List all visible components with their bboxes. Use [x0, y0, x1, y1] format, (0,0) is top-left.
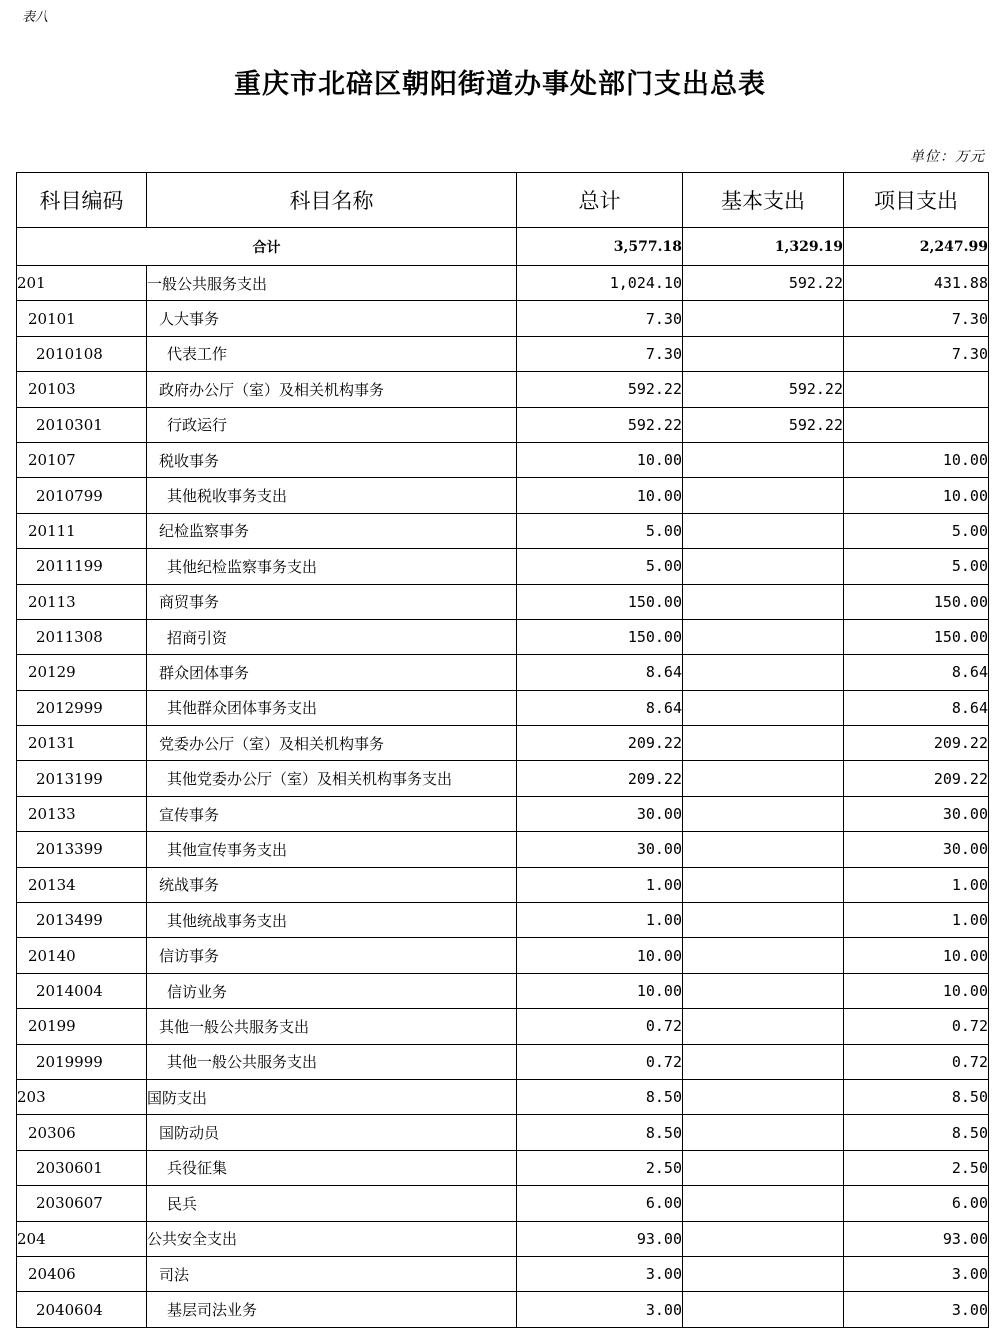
cell-project: 150.00: [844, 619, 989, 654]
unit-label: 单位：万元: [910, 149, 985, 165]
cell-basic: 592.22: [683, 407, 844, 442]
cell-code: 2011308: [17, 619, 147, 654]
cell-project: 6.00: [844, 1186, 989, 1221]
cell-code: 20103: [17, 372, 147, 407]
cell-code: 2011199: [17, 549, 147, 584]
cell-name: 宣传事务: [147, 796, 517, 831]
cell-project: [844, 372, 989, 407]
table-row: [17, 584, 989, 619]
cell-code: 2013499: [17, 903, 147, 938]
table-row: [17, 442, 989, 477]
table-row: [17, 867, 989, 902]
cell-basic: [683, 1115, 844, 1150]
cell-code: 20306: [17, 1115, 147, 1150]
cell-basic: [683, 584, 844, 619]
cell-name: 统战事务: [147, 867, 517, 902]
cell-basic: [683, 938, 844, 973]
cell-basic: [683, 1079, 844, 1114]
cell-project: 5.00: [844, 549, 989, 584]
cell-basic: [683, 690, 844, 725]
cell-basic: [683, 478, 844, 513]
cell-project: 5.00: [844, 513, 989, 548]
table-row: [17, 690, 989, 725]
cell-project: 0.72: [844, 1009, 989, 1044]
cell-code: 2014004: [17, 973, 147, 1008]
cell-basic: [683, 1150, 844, 1185]
total-basic: 1,329.19: [683, 228, 844, 266]
cell-total: 10.00: [517, 442, 683, 477]
cell-project: [844, 407, 989, 442]
cell-total: 150.00: [517, 584, 683, 619]
cell-total: 8.64: [517, 690, 683, 725]
cell-total: 0.72: [517, 1009, 683, 1044]
cell-code: 20133: [17, 796, 147, 831]
table-row: [17, 478, 989, 513]
cell-total: 150.00: [517, 619, 683, 654]
cell-project: 1.00: [844, 867, 989, 902]
cell-project: 431.88: [844, 266, 989, 301]
cell-total: 8.64: [517, 655, 683, 690]
cell-project: 8.64: [844, 655, 989, 690]
table-row: [17, 266, 989, 301]
cell-total: 3.00: [517, 1256, 683, 1291]
cell-code: 20101: [17, 301, 147, 336]
cell-code: 2019999: [17, 1044, 147, 1079]
cell-name: 纪检监察事务: [147, 513, 517, 548]
cell-basic: [683, 1009, 844, 1044]
cell-basic: [683, 1256, 844, 1291]
cell-code: 201: [17, 266, 147, 301]
cell-total: 209.22: [517, 726, 683, 761]
cell-name: 其他纪检监察事务支出: [147, 549, 517, 584]
cell-project: 8.50: [844, 1079, 989, 1114]
cell-name: 党委办公厅（室）及相关机构事务: [147, 726, 517, 761]
cell-name: 行政运行: [147, 407, 517, 442]
table-row: [17, 1221, 989, 1256]
cell-total: 8.50: [517, 1079, 683, 1114]
table-row: [17, 1115, 989, 1150]
cell-name: 群众团体事务: [147, 655, 517, 690]
cell-project: 209.22: [844, 761, 989, 796]
cell-name: 其他群众团体事务支出: [147, 690, 517, 725]
cell-name: 其他一般公共服务支出: [147, 1044, 517, 1079]
cell-project: 10.00: [844, 478, 989, 513]
cell-name: 民兵: [147, 1186, 517, 1221]
table-row: [17, 973, 989, 1008]
cell-code: 203: [17, 1079, 147, 1114]
cell-code: 2030607: [17, 1186, 147, 1221]
cell-project: 10.00: [844, 442, 989, 477]
cell-total: 209.22: [517, 761, 683, 796]
cell-total: 1,024.10: [517, 266, 683, 301]
cell-code: 20131: [17, 726, 147, 761]
cell-name: 其他一般公共服务支出: [147, 1009, 517, 1044]
cell-name: 司法: [147, 1256, 517, 1291]
cell-basic: [683, 513, 844, 548]
cell-basic: [683, 1186, 844, 1221]
cell-total: 592.22: [517, 372, 683, 407]
column-header-total: 总计: [517, 173, 683, 228]
cell-basic: [683, 1292, 844, 1327]
cell-basic: [683, 1044, 844, 1079]
cell-total: 5.00: [517, 513, 683, 548]
table-row: [17, 938, 989, 973]
cell-basic: [683, 336, 844, 371]
cell-name: 税收事务: [147, 442, 517, 477]
cell-project: 3.00: [844, 1256, 989, 1291]
cell-code: 20107: [17, 442, 147, 477]
table-row: [17, 726, 989, 761]
cell-code: 20406: [17, 1256, 147, 1291]
cell-total: 592.22: [517, 407, 683, 442]
cell-name: 公共安全支出: [147, 1221, 517, 1256]
cell-basic: [683, 973, 844, 1008]
cell-basic: [683, 761, 844, 796]
cell-name: 政府办公厅（室）及相关机构事务: [147, 372, 517, 407]
cell-project: 0.72: [844, 1044, 989, 1079]
cell-name: 商贸事务: [147, 584, 517, 619]
cell-code: 2010108: [17, 336, 147, 371]
table-row: [17, 761, 989, 796]
table-row: [17, 1044, 989, 1079]
cell-code: 2030601: [17, 1150, 147, 1185]
cell-name: 其他党委办公厅（室）及相关机构事务支出: [147, 761, 517, 796]
cell-total: 7.30: [517, 301, 683, 336]
cell-name: 其他税收事务支出: [147, 478, 517, 513]
cell-project: 3.00: [844, 1292, 989, 1327]
table-row: [17, 336, 989, 371]
cell-total: 6.00: [517, 1186, 683, 1221]
cell-name: 招商引资: [147, 619, 517, 654]
cell-total: 93.00: [517, 1221, 683, 1256]
cell-basic: 592.22: [683, 266, 844, 301]
table-row: [17, 301, 989, 336]
table-row: [17, 513, 989, 548]
cell-name: 信访业务: [147, 973, 517, 1008]
cell-total: 30.00: [517, 832, 683, 867]
table-number: 表八: [22, 10, 49, 25]
cell-name: 人大事务: [147, 301, 517, 336]
cell-project: 30.00: [844, 832, 989, 867]
table-row: [17, 832, 989, 867]
cell-basic: [683, 655, 844, 690]
total-sum: 3,577.18: [517, 228, 683, 266]
cell-code: 2013399: [17, 832, 147, 867]
cell-total: 7.30: [517, 336, 683, 371]
cell-total: 5.00: [517, 549, 683, 584]
table-row: [17, 1150, 989, 1185]
cell-code: 20134: [17, 867, 147, 902]
cell-project: 8.64: [844, 690, 989, 725]
cell-code: 20140: [17, 938, 147, 973]
cell-code: 2010799: [17, 478, 147, 513]
table-row: [17, 1079, 989, 1114]
table-row: [17, 619, 989, 654]
expenditure-table: [16, 172, 989, 1328]
cell-name: 信访事务: [147, 938, 517, 973]
table-row: [17, 1256, 989, 1291]
cell-name: 兵役征集: [147, 1150, 517, 1185]
table-row: [17, 407, 989, 442]
cell-code: 2012999: [17, 690, 147, 725]
cell-project: 10.00: [844, 938, 989, 973]
cell-name: 一般公共服务支出: [147, 266, 517, 301]
total-row: [17, 228, 989, 266]
cell-project: 1.00: [844, 903, 989, 938]
cell-basic: [683, 619, 844, 654]
table-row: [17, 655, 989, 690]
cell-total: 2.50: [517, 1150, 683, 1185]
cell-total: 1.00: [517, 903, 683, 938]
cell-basic: [683, 549, 844, 584]
cell-basic: [683, 442, 844, 477]
page-title: 重庆市北碚区朝阳街道办事处部门支出总表: [234, 69, 766, 100]
table-row: [17, 1009, 989, 1044]
cell-total: 1.00: [517, 867, 683, 902]
cell-code: 20111: [17, 513, 147, 548]
cell-code: 2010301: [17, 407, 147, 442]
table-row: [17, 549, 989, 584]
cell-project: 10.00: [844, 973, 989, 1008]
cell-code: 204: [17, 1221, 147, 1256]
cell-basic: [683, 832, 844, 867]
column-header-name: 科目名称: [147, 173, 517, 228]
cell-basic: [683, 726, 844, 761]
total-project: 2,247.99: [844, 228, 989, 266]
cell-project: 93.00: [844, 1221, 989, 1256]
cell-basic: 592.22: [683, 372, 844, 407]
cell-name: 基层司法业务: [147, 1292, 517, 1327]
table-row: [17, 1186, 989, 1221]
cell-total: 8.50: [517, 1115, 683, 1150]
table-row: [17, 1292, 989, 1327]
cell-code: 20129: [17, 655, 147, 690]
table-row: [17, 903, 989, 938]
cell-name: 国防支出: [147, 1079, 517, 1114]
cell-total: 10.00: [517, 478, 683, 513]
cell-project: 8.50: [844, 1115, 989, 1150]
cell-total: 30.00: [517, 796, 683, 831]
cell-project: 150.00: [844, 584, 989, 619]
cell-name: 其他统战事务支出: [147, 903, 517, 938]
cell-total: 10.00: [517, 973, 683, 1008]
cell-name: 代表工作: [147, 336, 517, 371]
cell-basic: [683, 903, 844, 938]
column-header-project: 项目支出: [844, 173, 989, 228]
cell-code: 2013199: [17, 761, 147, 796]
cell-code: 20113: [17, 584, 147, 619]
cell-basic: [683, 796, 844, 831]
column-header-basic: 基本支出: [683, 173, 844, 228]
header-row: [17, 173, 989, 228]
cell-code: 20199: [17, 1009, 147, 1044]
cell-name: 国防动员: [147, 1115, 517, 1150]
cell-project: 7.30: [844, 336, 989, 371]
cell-basic: [683, 301, 844, 336]
table-row: [17, 372, 989, 407]
cell-project: 2.50: [844, 1150, 989, 1185]
table-row: [17, 796, 989, 831]
cell-total: 3.00: [517, 1292, 683, 1327]
column-header-code: 科目编码: [17, 173, 147, 228]
cell-basic: [683, 1221, 844, 1256]
cell-basic: [683, 867, 844, 902]
cell-code: 2040604: [17, 1292, 147, 1327]
cell-project: 209.22: [844, 726, 989, 761]
cell-name: 其他宣传事务支出: [147, 832, 517, 867]
cell-project: 30.00: [844, 796, 989, 831]
cell-project: 7.30: [844, 301, 989, 336]
cell-total: 10.00: [517, 938, 683, 973]
total-label: 合计: [17, 228, 517, 266]
cell-total: 0.72: [517, 1044, 683, 1079]
